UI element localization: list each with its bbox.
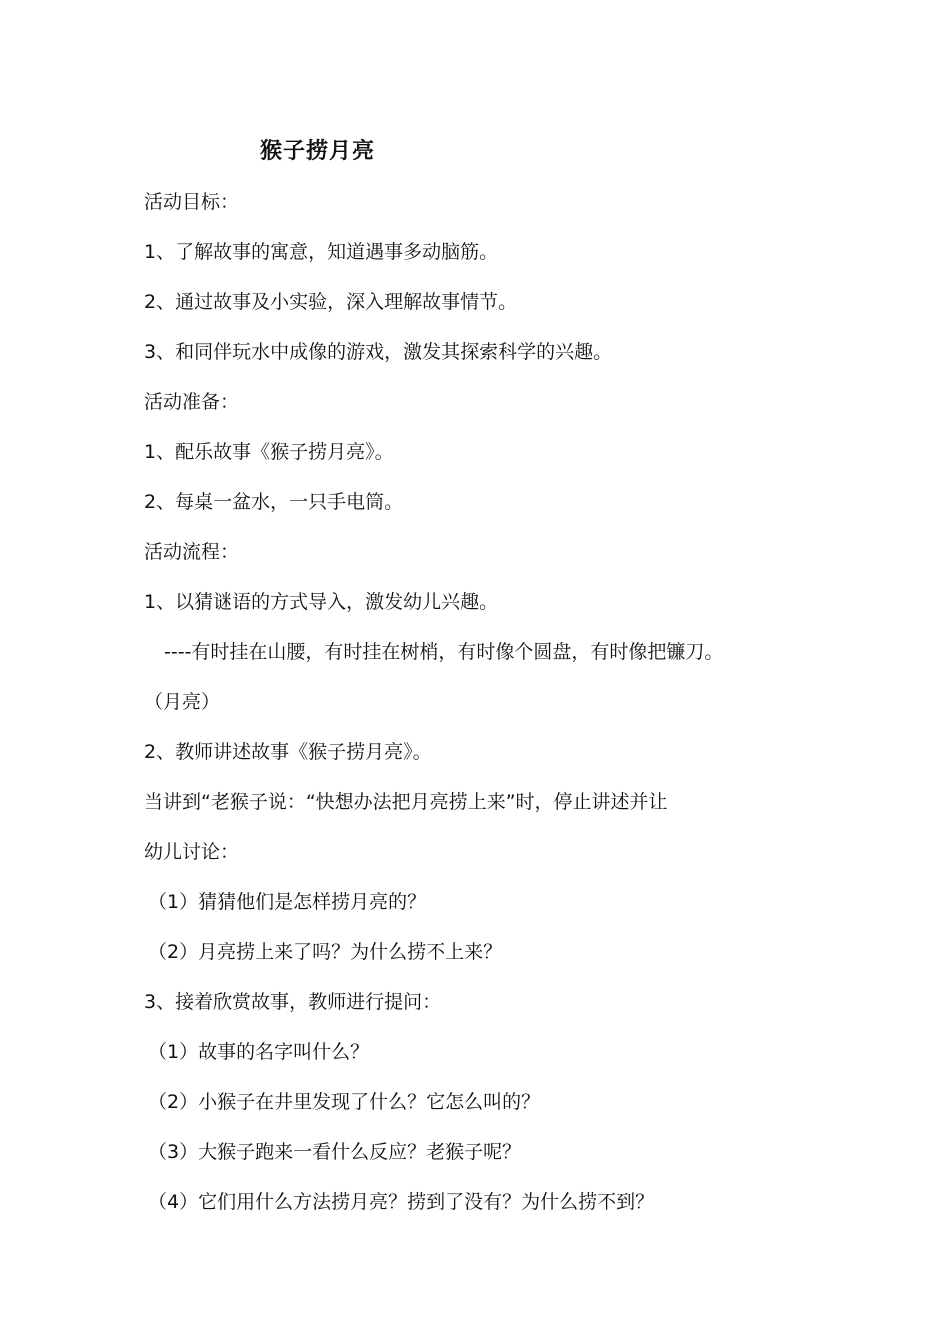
body-line: ----有时挂在山腰，有时挂在树梢，有时像个圆盘，有时像把镰刀。 [164,641,724,663]
body-line: 活动流程： [144,541,240,563]
body-line: （2）月亮捞上来了吗？为什么捞不上来？ [148,941,503,963]
body-line: （4）它们用什么方法捞月亮？捞到了没有？为什么捞不到？ [148,1191,655,1213]
body-line: 2、每桌一盆水，一只手电筒。 [144,491,404,513]
body-line: （3）大猴子跑来一看什么反应？老猴子呢？ [148,1141,522,1163]
document-title: 猴子捞月亮 [260,139,376,164]
body-line: （月亮） [144,691,221,713]
document-body [144,184,844,1234]
body-line: 活动准备： [144,391,240,413]
body-line: 3、和同伴玩水中成像的游戏，激发其探索科学的兴趣。 [144,341,613,363]
body-line: 1、了解故事的寓意，知道遇事多动脑筋。 [144,241,499,263]
body-line: （1）故事的名字叫什么？ [148,1041,370,1063]
body-line: 当讲到“老猴子说：“快想办法把月亮捞上来”时，停止讲述并让 [144,791,668,813]
body-line: 2、教师讲述故事《猴子捞月亮》。 [144,741,432,763]
body-line: 3、接着欣赏故事，教师进行提问： [144,991,442,1013]
body-line: 1、配乐故事《猴子捞月亮》。 [144,441,394,463]
body-line: 2、通过故事及小实验，深入理解故事情节。 [144,291,518,313]
body-line: 活动目标： [144,191,240,213]
body-line: 幼儿讨论： [144,841,240,863]
body-line: （2）小猴子在井里发现了什么？它怎么叫的？ [148,1091,541,1113]
body-line: 1、以猜谜语的方式导入，激发幼儿兴趣。 [144,591,499,613]
body-line: （1）猜猜他们是怎样捞月亮的？ [148,891,427,913]
